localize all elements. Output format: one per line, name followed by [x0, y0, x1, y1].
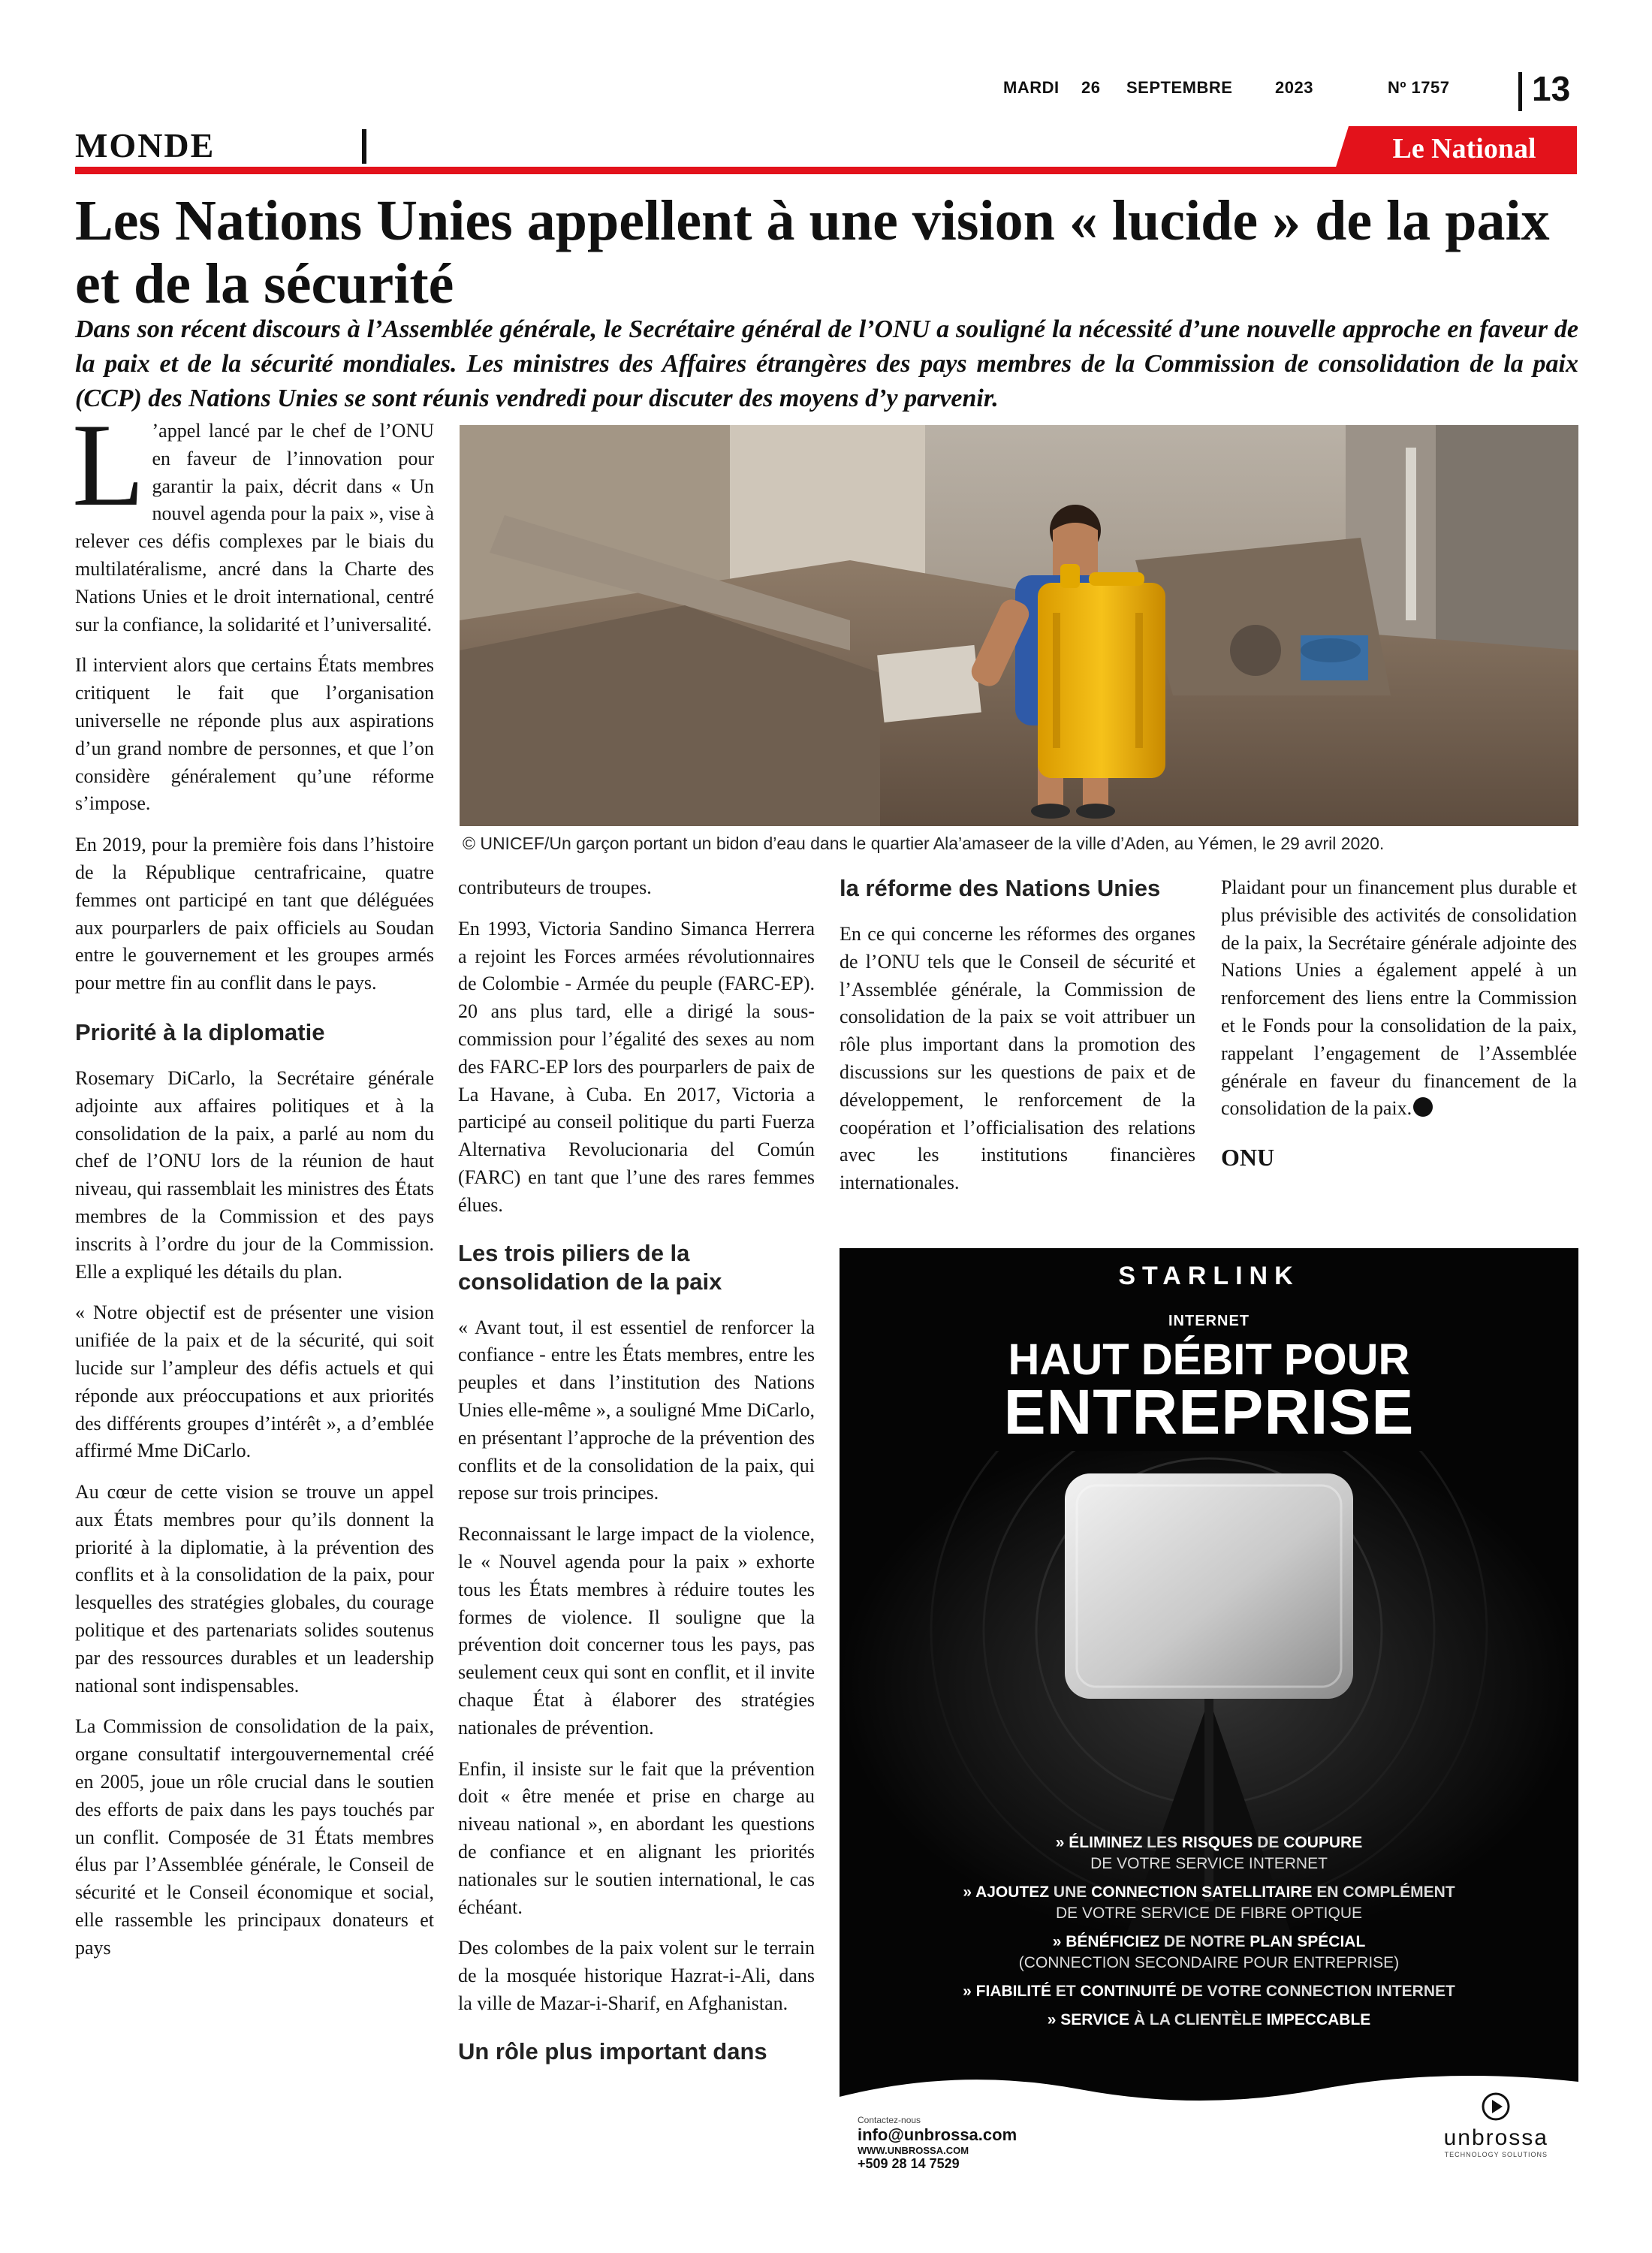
subheading: Les trois piliers de la consolidation de la paix	[458, 1239, 722, 1295]
subheading-part-2: la réforme des Nations Unies	[840, 875, 1161, 901]
ad-contact	[858, 2115, 1017, 2172]
unbrossa-logo	[1444, 2092, 1548, 2158]
ad-benefit: » AJOUTEZ UNE CONNECTION SATELLITAIRE EN COMPLÉMENT DE VOTRE SERVICE DE FIBRE OPTIQUE	[963, 1884, 1455, 1922]
ad-headline-line-2: ENTREPRISE	[1003, 1377, 1415, 1447]
article-column-3	[840, 874, 1195, 1211]
drop-cap: L	[72, 400, 145, 531]
paragraph: La Commission de consolidation de la paix, organe consultatif intergouvernemental créé en 2005, joue un rôle crucial dans le soutien des efforts de paix dans les pays touchés par un conflit. Composée de 31 États membres élus par l’Assemblée générale, le Conseil de sécurité et le Conseil économique et social, elle rassemble les principaux donateurs et pays	[75, 1715, 434, 1959]
ad-website-link[interactable]: WWW.UNBROSSA.COM	[858, 2145, 969, 2156]
article-column-4	[1221, 874, 1577, 1172]
issue-number: Nº 1757	[1388, 78, 1450, 97]
paragraph: Des colombes de la paix volent sur le terrain de la mosquée historique Hazrat-i-Ali, dans la ville de Mazar-i-Sharif, en Afghanistan.	[458, 1937, 815, 2014]
paragraph: En 2019, pour la première fois dans l’histoire de la République centrafricaine, quatre femmes ont participé en tant que déléguées aux pourparlers de paix officiels au Soudan entre le gouvernement et les groupes armés pour mettre fin au conflit dans le pays.	[75, 834, 434, 994]
ad-contact-label: Contactez-nous	[858, 2115, 921, 2125]
issue-year: 2023	[1275, 78, 1313, 97]
article-signature: ONU	[1221, 1144, 1275, 1172]
ad-benefit: » SERVICE À LA CLIENTÈLE IMPECCABLE	[1047, 2011, 1371, 2028]
ad-brand: STARLINK	[1118, 1262, 1300, 1290]
paragraph	[1221, 874, 1577, 1123]
issue-day: MARDI	[1003, 78, 1060, 97]
section-title: MONDE	[75, 126, 216, 164]
ad-email-link[interactable]: info@unbrossa.com	[858, 2125, 1017, 2144]
paragraph: Reconnaissant le large impact de la violence, le « Nouvel agenda pour la paix » exhorte tous les États membres à réduire toutes les formes de violence. Il souligne que la prévention doit concerner tous les pays, pas seulement ceux qui sont en conflit, et il invite chaque État à élaborer des stratégies nationales de prévention.	[458, 1523, 815, 1739]
paragraph: Au cœur de cette vision se trouve un appel aux États membres pour qu’ils donnent la priorité à la diplomatie, à la prévention des conflits et à la consolidation de la paix, pour lesquelles des stratégies globales, du courage politique et des partenariats solides soutenus par des ressources durables et un leadership national sont indispensables.	[75, 1481, 434, 1697]
paragraph: Enfin, il insiste sur le fait que la prévention doit « être menée et prise en charge au niveau national », en abordant les questions de confiance et en alignant les priorités nationales sur le soutien international, le cas échéant.	[458, 1757, 815, 1918]
paragraph: contributeurs de troupes.	[458, 876, 652, 898]
issue-month: SEPTEMBRE	[1126, 78, 1233, 97]
article-column-2	[458, 874, 815, 2084]
article-photo	[460, 425, 1578, 826]
ad-benefit: » ÉLIMINEZ LES RISQUES DE COUPURE DE VOTRE SERVICE INTERNET	[1055, 1834, 1363, 1872]
ad-headline-line-1: HAUT DÉBIT POUR	[1008, 1335, 1410, 1384]
paragraph-text: Plaidant pour un financement plus durable et plus prévisible des activités de consolidation de la paix, la Secrétaire générale adjointe des Nations Unies a également appelé à un renforcement des liens entre la Commission et le Fonds pour la consolidation de la paix, rappelant l’engagement de l’Assemblée générale en faveur du financement de la consolidation de la paix.	[1221, 876, 1577, 1120]
subheading-part-1: Un rôle plus important dans	[458, 2037, 767, 2064]
page-divider	[1518, 72, 1522, 111]
ad-benefit: » FIABILITÉ ET CONTINUITÉ DE VOTRE CONNECTION INTERNET	[963, 1983, 1455, 2000]
boy-with-jerrycan-image	[460, 425, 1578, 826]
paragraph: Il intervient alors que certains États membres critiquent le fait que l’organisation universelle ne réponde plus aux aspirations d’un grand nombre de personnes, et que l’on considère généralement qu’une réforme s’impose.	[75, 654, 434, 815]
paragraph-text: ’appel lancé par le chef de l’ONU en faveur de l’innovation pour garantir la paix, décrit dans « Un nouvel agenda pour la paix », vise à relever ces défis complexes par le biais du multilatéralisme, ancré dans la Charte des Nations Unies et le droit international, centré sur la confiance, la solidarité et l’universalité.	[75, 420, 434, 635]
subheading: Priorité à la diplomatie	[75, 1018, 325, 1045]
article-lede: Dans son récent discours à l’Assemblée générale, le Secrétaire général de l’ONU a souligné la nécessité d’une nouvelle approche en faveur de la paix et de la sécurité mondiales. Les ministres des Affaires étrangères des pays membres de la Commission de consolidation de la paix (CCP) des Nations Unies se sont réunis vendredi pour discuter des moyens d’y parvenir.	[75, 315, 1578, 412]
article-column-1	[72, 400, 434, 1976]
ad-benefit: » BÉNÉFICIEZ DE NOTRE PLAN SPÉCIAL (CONNECTION SECONDAIRE POUR ENTREPRISE)	[1018, 1933, 1400, 1971]
play-icon	[1481, 2092, 1511, 2122]
paragraph: En ce qui concerne les réformes des organes de l’ONU tels que le Conseil de sécurité et l’Assemblée générale, la Commission de consolidation de la paix se voit attribuer un rôle plus important dans la promotion des discussions sur les questions de paix et de développement, le renforcement de la coopération et l’officialisation des relations avec les institutions financières internationales.	[840, 923, 1195, 1194]
photo-caption: © UNICEF/Un garçon portant un bidon d’eau dans le quartier Ala’amaseer de la ville d’Aden, au Yémen, le 29 avril 2020.	[463, 834, 1385, 853]
newspaper-brand: Le National	[1392, 133, 1536, 164]
end-of-article-icon	[1413, 1097, 1433, 1117]
issue-date: 26	[1081, 78, 1101, 97]
paragraph: « Notre objectif est de présenter une vision unifiée de la paix et de la sécurité, qui soit lucide sur l’ampleur des défis actuels et qui réponde aux préoccupations et aux priorités des différents groupes d’intérêt », a d’emblée affirmé Mme DiCarlo.	[75, 1301, 434, 1462]
paragraph: En 1993, Victoria Sandino Simanca Herrera a rejoint les Forces armées révolutionnaires de Colombie - Armée du peuple (FARC-EP). 20 ans plus tard, elle a dirigé la sous-commission pour l’égalité des sexes au nom des FARC-EP lors des pourparlers de paix de La Havane, à Cuba. En 2017, Victoria a participé au conseil politique du parti Fuerza Alternativa Revolucionaria del Común (FARC) en tant que l’une des rares femmes élues.	[458, 917, 815, 1216]
paragraph	[72, 400, 434, 638]
paragraph: « Avant tout, il est essentiel de renforcer la confiance - entre les États membres, entre les peuples et dans l’institution des Nations Unies elle-même », a souligné Mme DiCarlo, en présentant l’approche de la prévention des conflits et de la consolidation de la paix, qui repose sur trois principes.	[458, 1316, 815, 1504]
section-divider	[362, 129, 366, 164]
ad-logo-tagline: TECHNOLOGY SOLUTIONS	[1444, 2151, 1548, 2158]
ad-logo-name: unbrossa	[1443, 2125, 1548, 2150]
ad-kicker: INTERNET	[1168, 1313, 1250, 1329]
paragraph: Rosemary DiCarlo, la Secrétaire générale adjointe aux affaires politiques et à la consolidation de la paix, a parlé au nom du chef de l’ONU lors de la réunion de haut niveau, qui rassemblait les ministres des États membres de la Commission et des pays inscrits à l’ordre du jour de la Commission. Elle a expliqué les détails du plan.	[75, 1066, 434, 1283]
article-headline: Les Nations Unies appellent à une vision « lucide » de la paix et de la sécurité	[75, 189, 1550, 315]
page-number: 13	[1532, 69, 1571, 108]
ad-benefits-list	[870, 1832, 1548, 2038]
ad-footer	[840, 2067, 1578, 2179]
ad-phone: +509 28 14 7529	[858, 2156, 960, 2171]
starlink-advertisement[interactable]	[840, 1248, 1578, 2179]
